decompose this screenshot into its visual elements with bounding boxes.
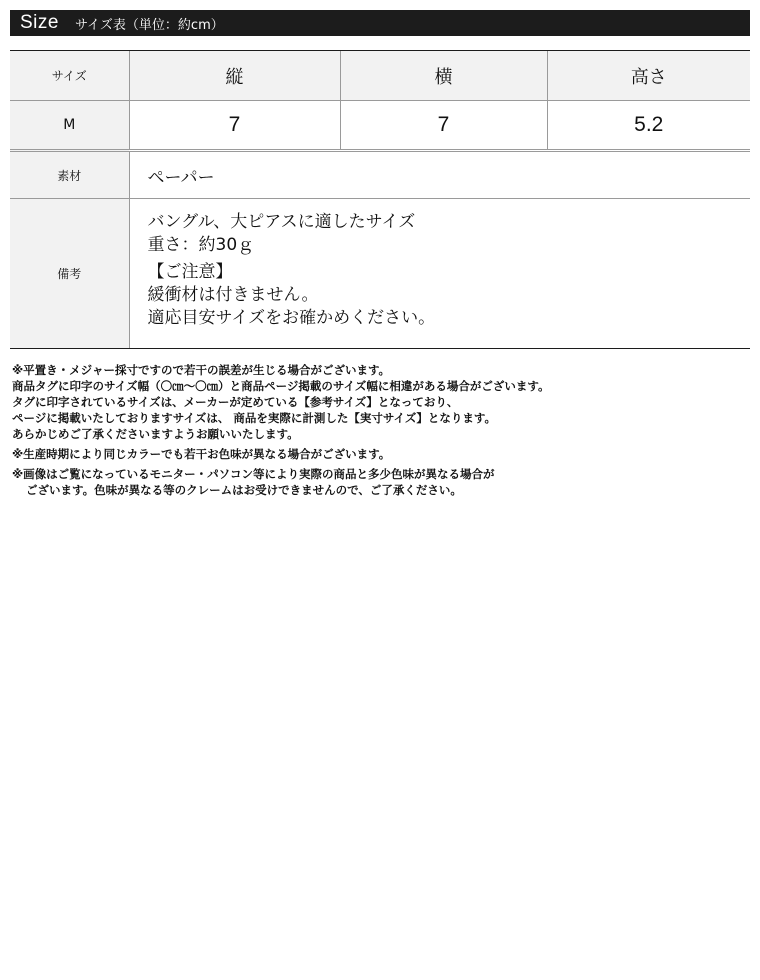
material-value: ペーパー <box>129 151 750 199</box>
footnote-line: ページに掲載いたしておりますサイズは、 商品を実際に計測した【実寸サイズ】となります。 <box>12 411 497 425</box>
size-table-subtitle: サイズ表（単位：約cm） <box>74 17 224 33</box>
notes-caution-heading: 【ご注意】 <box>147 262 233 282</box>
size-cell: M <box>10 101 129 151</box>
footnotes <box>12 362 750 498</box>
width-value: 7 <box>340 101 547 151</box>
footnote-line: ございます。色味が異なる等のクレームはお受けできませんので、ご了承ください。 <box>26 483 462 497</box>
footnote-line: ※平置き・メジャー採寸ですので若干の誤差が生じる場合がございます。 <box>12 363 391 377</box>
notes-line: 適応目安サイズをお確かめください。 <box>147 308 436 328</box>
table-header-row <box>10 51 750 101</box>
notes-content <box>129 199 750 349</box>
column-header-size: サイズ <box>10 51 129 101</box>
height-value: 7 <box>129 101 340 151</box>
size-header-bar <box>10 10 750 36</box>
notes-row <box>10 199 750 349</box>
footnote-line: 商品タグに印字のサイズ幅（〇㎝〜〇㎝）と商品ページ掲載のサイズ幅に相違がある場合がございます。 <box>12 379 550 393</box>
material-label: 素材 <box>10 151 129 199</box>
depth-value: 5.2 <box>547 101 750 151</box>
notes-line: 緩衝材は付きません。 <box>147 285 319 305</box>
column-header-width: 横 <box>340 51 547 101</box>
footnote-line: ※生産時期により同じカラーでも若干お色味が異なる場合がございます。 <box>12 447 391 461</box>
notes-line: 重さ：約30ｇ <box>147 235 255 255</box>
footnote-line: ※画像はご覧になっているモニター・パソコン等により実際の商品と多少色味が異なる場合が <box>12 467 495 481</box>
column-header-height: 縦 <box>129 51 340 101</box>
table-row <box>10 101 750 151</box>
size-title: Size <box>20 12 59 33</box>
footnote-line: タグに印字されているサイズは、メーカーが定めている【参考サイズ】となっており、 <box>12 395 459 409</box>
size-spec-table <box>10 50 750 349</box>
notes-line: バングル、大ピアスに適したサイズ <box>147 212 416 232</box>
column-header-depth: 高さ <box>547 51 750 101</box>
notes-label: 備考 <box>10 199 129 349</box>
material-row <box>10 151 750 199</box>
footnote-line: あらかじめご了承くださいますようお願いいたします。 <box>12 427 299 441</box>
